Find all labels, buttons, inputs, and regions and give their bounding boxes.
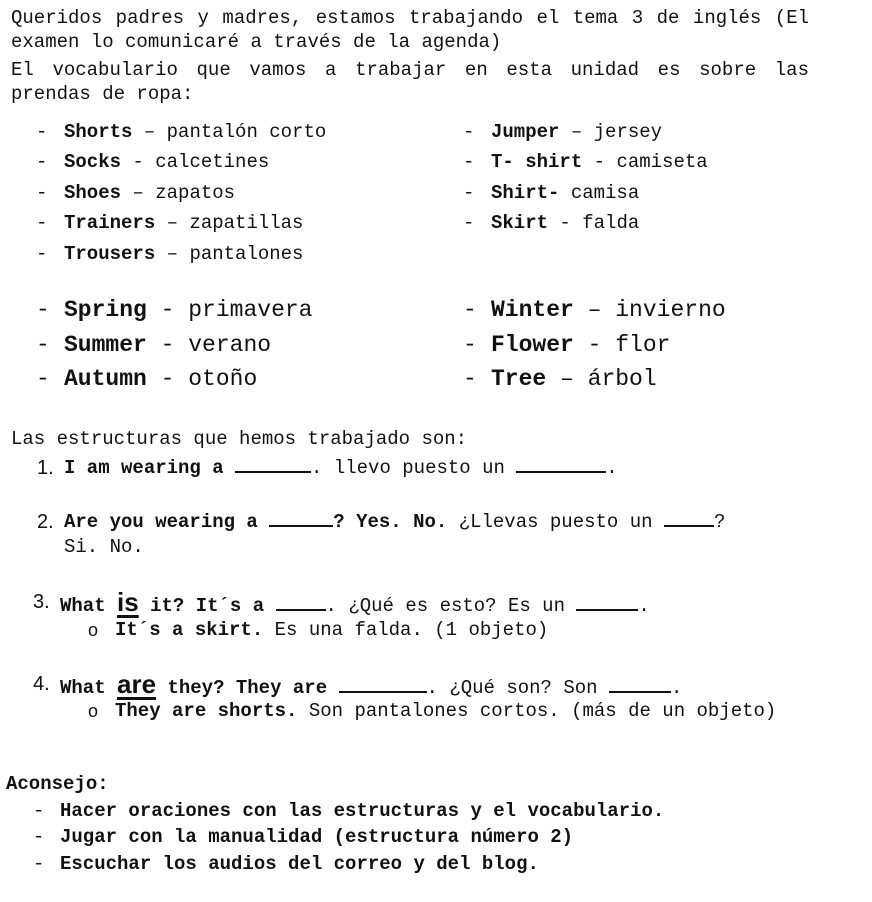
list-number: 1.: [37, 457, 54, 479]
list-dash: -: [463, 182, 475, 204]
list-dash: -: [33, 826, 45, 848]
list-dash: -: [36, 332, 50, 358]
vocab-item: Flower - flor: [491, 332, 671, 358]
list-number: 2.: [37, 511, 54, 533]
list-number: 4.: [33, 673, 50, 695]
vocab-item: T- shirt - camiseta: [491, 151, 708, 173]
list-dash: -: [36, 212, 48, 234]
vocabulary-intro: El vocabulario que vamos a trabajar en esta unidad es sobre las prendas de ropa:: [11, 59, 809, 105]
vocab-item: Jumper – jersey: [491, 121, 663, 143]
sub-bullet: o: [88, 701, 99, 721]
list-number: 3.: [33, 591, 50, 613]
list-dash: -: [463, 212, 475, 234]
vocab-item: Shorts – pantalón corto: [64, 121, 327, 143]
structure-2: Are you wearing a ? Yes. No. ¿Llevas puesto un ?: [64, 511, 726, 533]
vocab-item: Shoes – zapatos: [64, 182, 236, 204]
vocab-item: Shirt- camisa: [491, 182, 640, 204]
list-dash: -: [463, 366, 477, 392]
structure-1: I am wearing a . llevo puesto un .: [64, 457, 618, 479]
intro-paragraph: Queridos padres y madres, estamos trabajando el tema 3 de inglés (El examen lo comunicaré a través de la agenda): [11, 7, 809, 53]
structure-3: What is it? It´s a . ¿Qué es esto? Es un .: [60, 587, 650, 617]
structures-heading: Las estructuras que hemos trabajado son:: [11, 428, 468, 450]
structure-2-answer: Si. No.: [64, 536, 144, 558]
vocab-item: Tree – árbol: [491, 366, 657, 392]
vocab-item: Trousers – pantalones: [64, 243, 304, 265]
list-dash: -: [463, 121, 475, 143]
list-dash: -: [33, 800, 45, 822]
structure-4: What are they? They are . ¿Qué son? Son .: [60, 669, 683, 699]
list-dash: -: [36, 151, 48, 173]
list-dash: -: [463, 151, 475, 173]
list-dash: -: [463, 332, 477, 358]
vocab-item: Autumn - otoño: [64, 366, 258, 392]
structure-4-example: They are shorts. Son pantalones cortos. (más de un objeto): [115, 700, 777, 722]
vocab-item: Skirt - falda: [491, 212, 640, 234]
vocab-item: Socks - calcetines: [64, 151, 270, 173]
list-dash: -: [33, 853, 45, 875]
list-dash: -: [36, 121, 48, 143]
advice-heading: Aconsejo:: [6, 773, 109, 795]
list-dash: -: [36, 243, 48, 265]
structure-3-example: It´s a skirt. Es una falda. (1 objeto): [115, 619, 549, 641]
advice-item: Escuchar los audios del correo y del blog.: [60, 853, 539, 875]
list-dash: -: [463, 297, 477, 323]
sub-bullet: o: [88, 620, 99, 640]
vocab-item: Summer - verano: [64, 332, 272, 358]
vocab-item: Spring - primavera: [64, 297, 313, 323]
list-dash: -: [36, 366, 50, 392]
vocab-item: Trainers – zapatillas: [64, 212, 304, 234]
list-dash: -: [36, 297, 50, 323]
list-dash: -: [36, 182, 48, 204]
advice-item: Hacer oraciones con las estructuras y el vocabulario.: [60, 800, 665, 822]
advice-item: Jugar con la manualidad (estructura número 2): [60, 826, 574, 848]
vocab-item: Winter – invierno: [491, 297, 726, 323]
